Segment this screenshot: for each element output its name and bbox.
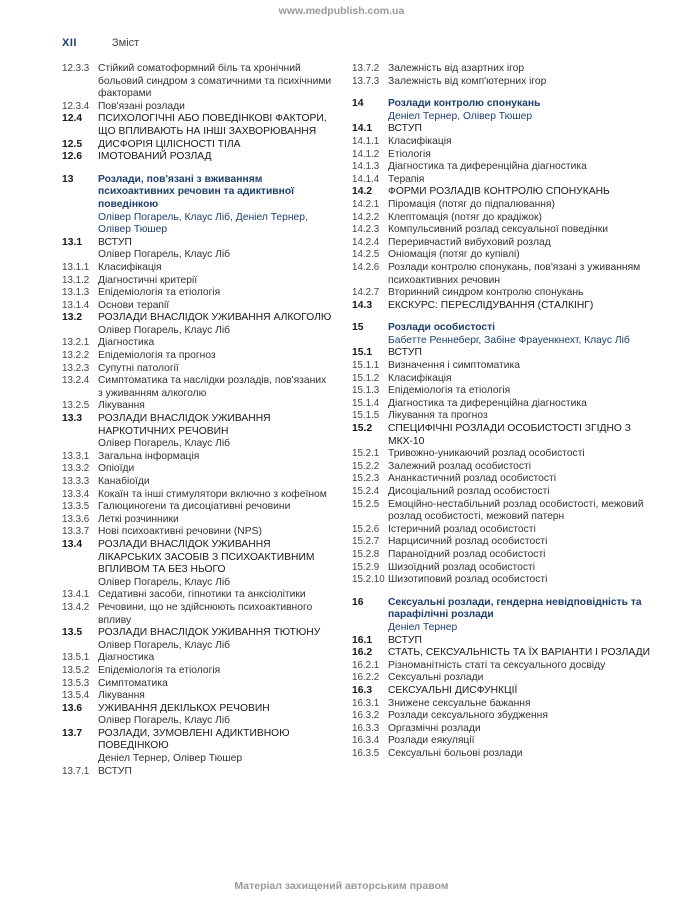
toc-entry-main [62,703,332,716]
toc-entry-title: ДИСФОРІЯ ЦІЛІСНОСТІ ТІЛА [98,138,241,150]
toc-entry-number: 14.2.5 [352,249,380,261]
toc-entry-title: Седативні засоби, гіпнотики та анксіолітики [98,589,306,601]
toc-entry-title: Сексуальні розлади [388,672,484,684]
toc-entry-title: Розлади еякуляції [388,735,475,747]
toc-entry-sub [62,363,332,376]
toc-entry-title: Пов'язані розлади [98,100,185,112]
toc-entry-sub [352,461,652,474]
toc-entry-number: 12.3.4 [62,100,90,112]
toc-entry-title: Класифікація [388,135,452,147]
toc-entry-sub [62,665,332,678]
toc-entry-number: 13.7.1 [62,765,90,777]
toc-entry-number: 13.1.4 [62,299,90,311]
toc-entry-chap [352,322,652,335]
toc-entry-number: 13.4 [62,538,83,550]
toc-entry-number: 13.3.5 [62,501,90,513]
toc-entry-sub [62,489,332,502]
toc-entry-title: Кокаїн та інші стимулятори включно з кофеїном [98,488,327,500]
toc-entry-title: Нарцисичний розлад особистості [388,536,548,548]
toc-entry-number: 14.2.3 [352,224,380,236]
toc-entry-sub [352,199,652,212]
toc-entry-title: Лікування [98,400,145,412]
toc-entry-title: Речовини, що не здійснюють психоактивного впливу [98,601,313,626]
toc-entry-sub [62,63,332,101]
toc-entry-sub [352,149,652,162]
toc-entry-number: 13.2 [62,312,83,324]
toc-entry-title: Діагностика та диференційна діагностика [388,161,587,173]
toc-entry-number: 13.2.4 [62,375,90,387]
toc-entry-sub [352,398,652,411]
toc-entry-title: Олівер Погарель, Клаус Ліб [98,249,231,261]
toc-entry-number: 13.3.7 [62,526,90,538]
toc-entry-sub [352,549,652,562]
toc-entry-number: 13.1.1 [62,261,90,273]
page-number: XII [62,37,77,49]
toc-entry-sub [62,400,332,413]
toc-entry-number: 16.3.3 [352,722,380,734]
toc-entry-number: 14.2.4 [352,236,380,248]
toc-entry-sub [62,262,332,275]
toc-entry-sub [62,275,332,288]
toc-entry-title: Опіоїди [98,463,135,475]
toc-entry-sub [352,385,652,398]
toc-entry-title: Шизоїдний розлад особистості [388,561,535,573]
toc-entry-title: ЕКСКУРС: ПЕРЕСЛІДУВАННЯ (СТАЛКІНГ) [388,299,594,311]
toc-entry-number: 13.1 [62,236,83,248]
toc-entry-title: Олівер Погарель, Клаус Ліб [98,576,231,588]
toc-entry-title: Параноїдний розлад особистості [388,548,546,560]
toc-left-column [62,63,332,778]
toc-entry-sub [62,690,332,703]
toc-entry-number: 14.2.2 [352,211,380,223]
toc-entry-title: ФОРМИ РОЗЛАДІВ КОНТРОЛЮ СПОНУКАНЬ [388,186,610,198]
toc-entry-title: Діагностичні критерії [98,274,198,286]
toc-entry-main [62,627,332,640]
toc-entry-number: 16.2 [352,647,373,659]
toc-entry-sub [352,574,652,587]
toc-entry-sub [352,660,652,673]
toc-entry-number: 14.2 [352,186,373,198]
toc-entry-title: Епідеміологія та етіологія [388,385,511,397]
toc-entry-number: 13.5.1 [62,652,90,664]
toc-entry-sub [352,735,652,748]
page-title: Зміст [112,37,140,49]
toc-entry-sub [62,602,332,627]
toc-entry-number: 16.3 [352,684,373,696]
toc-entry-title: Сексуальні больові розлади [388,747,523,759]
toc-entry-main [352,300,652,313]
toc-entry-sub [62,300,332,313]
toc-entry-title: Розлади сексуального збудження [388,710,548,722]
toc-entry-title: ВСТУП [388,634,422,646]
toc-entry-sub [352,212,652,225]
toc-entry-number: 12.5 [62,138,83,150]
toc-entry-auth2 [62,577,332,590]
toc-entry-title: Епідеміологія та етіологія [98,664,221,676]
toc-entry-number: 16.3.2 [352,710,380,722]
toc-entry-title: Піромація (потяг до підпалювання) [388,198,555,210]
toc-entry-number: 13.3.6 [62,513,90,525]
toc-entry-main [352,123,652,136]
toc-entry-main [62,237,332,250]
toc-entry-main [62,539,332,577]
toc-entry-chap [352,597,652,622]
toc-entry-number: 14.1 [352,123,373,135]
toc-entry-auth2 [62,438,332,451]
toc-entry-title: Діагностика [98,652,155,664]
toc-entry-number: 14 [352,98,364,110]
toc-entry-title: Розлади, пов'язані з вживанням психоактивних речовин та адиктивної поведінкою [98,173,295,210]
toc-entry-title: Різноманітність статі та сексуального досвіду [388,659,606,671]
toc-entry-number: 14.2.1 [352,198,380,210]
toc-entry-sub [62,287,332,300]
toc-entry-main [62,139,332,152]
toc-entry-title: Олівер Погарель, Клаус Ліб, Деніел Тернер, Олівер Тюшер [98,211,308,236]
toc-entry-number: 14.1.1 [352,135,380,147]
toc-entry-sub [62,678,332,691]
toc-entry-number: 13.3.4 [62,488,90,500]
toc-entry-sub [62,350,332,363]
toc-entry-number: 13.3 [62,413,83,425]
toc-entry-number: 15.1.2 [352,372,380,384]
toc-entry-title: Розлади контролю спонукань [388,98,541,110]
toc-entry-title: Терапія [388,173,425,185]
toc-entry-number: 15.2.9 [352,561,380,573]
toc-entry-number: 13.1.2 [62,274,90,286]
toc-entry-number: 15.2.6 [352,523,380,535]
toc-entry-number: 16.3.4 [352,735,380,747]
toc-entry-auth [62,212,332,237]
toc-entry-sub [352,562,652,575]
toc-entry-auth [352,622,652,635]
toc-entry-sub [352,287,652,300]
toc-entry-title: Симптоматика [98,677,168,689]
toc-entry-title: Леткі розчинники [98,513,179,525]
toc-entry-number: 12.4 [62,113,83,125]
toc-entry-title: ІМОТОВАНИЙ РОЗЛАД [98,151,212,163]
toc-entry-title: ВСТУП [98,765,132,777]
watermark-bottom: Матеріал захищений авторським правом [234,880,449,892]
toc-entry-main [62,413,332,438]
toc-entry-title: РОЗЛАДИ ВНАСЛІДОК УЖИВАННЯ ЛІКАРСЬКИХ ЗАСОБІВ З ПСИХОАКТИВНИМ ВПЛИВОМ ТА БЕЗ НЬОГО [98,538,315,576]
toc-entry-number: 13.2.1 [62,337,90,349]
toc-entry-title: РОЗЛАДИ ВНАСЛІДОК УЖИВАННЯ АЛКОГОЛЮ [98,312,332,324]
toc-entry-sub [352,161,652,174]
toc-entry-title: Загальна інформація [98,450,200,462]
toc-entry-number: 12.3.3 [62,63,90,74]
toc-entry-title: Розлади контролю спонукань, пов'язані з уживанням психоактивних речовин [388,261,641,286]
toc-entry-title: Етіологія [388,148,431,160]
toc-entry-number: 13.7 [62,727,83,739]
toc-entry-number: 16 [352,596,364,608]
toc-entry-number: 13.5.4 [62,690,90,702]
toc-entry-title: ВСТУП [98,236,132,248]
toc-entry-number: 13.7.3 [352,75,380,87]
toc-entry-title: Основи терапії [98,299,170,311]
toc-entry-number: 15.1.5 [352,410,380,422]
toc-entry-sub [352,710,652,723]
toc-entry-title: Олівер Погарель, Клаус Ліб [98,715,231,727]
toc-entry-sub [352,486,652,499]
toc-entry-title: Супутні патології [98,362,179,374]
toc-entry-number: 13.4.2 [62,601,90,613]
toc-entry-number: 13.3.1 [62,450,90,462]
toc-entry-number: 13.5 [62,627,83,639]
toc-entry-main [62,312,332,325]
toc-entry-title: Стійкий соматоформний біль та хронічний больовий синдром з соматичними та психічними факторами [98,63,332,100]
toc-entry-number: 13.3.2 [62,463,90,475]
toc-entry-sub [352,136,652,149]
toc-entry-sub [62,337,332,350]
toc-entry-title: Визначення і симптоматика [388,360,520,372]
toc-entry-auth2 [62,325,332,338]
toc-entry-title: Діагностика та диференційна діагностика [388,397,587,409]
toc-entry-sub [352,360,652,373]
toc-entry-main [62,113,332,138]
toc-entry-sub [352,373,652,386]
toc-entry-title: Клептомація (потяг до крадіжок) [388,211,542,223]
toc-entry-auth [352,111,652,124]
toc-entry-title: УЖИВАННЯ ДЕКІЛЬКОХ РЕЧОВИН [98,702,270,714]
toc-entry-title: Розлади особистості [388,322,496,334]
toc-entry-number: 13.1.3 [62,287,90,299]
toc-entry-number: 15.2.10 [352,574,385,586]
toc-entry-title: Класифікація [388,372,452,384]
toc-entry-title: Симптоматика та наслідки розладів, пов'язаних з уживанням алкоголю [98,375,327,399]
toc-entry-number: 14.2.7 [352,287,380,299]
toc-entry-title: Класифікація [98,261,162,273]
toc-entry-number: 13.4.1 [62,589,90,601]
toc-entry-title: Лікування та прогноз [388,410,488,422]
toc-entry-number: 13.3.3 [62,476,90,487]
toc-entry-title: Олівер Погарель, Клаус Ліб [98,324,231,336]
toc-entry-title: РОЗЛАДИ ВНАСЛІДОК УЖИВАННЯ ТЮТЮНУ [98,627,321,639]
toc-entry-sub [352,698,652,711]
toc-entry-number: 13.7.2 [352,63,380,74]
toc-entry-main [352,423,652,448]
toc-entry-title: Переривчастий вибуховий розлад [388,236,551,248]
toc-entry-title: Сексуальні розлади, гендерна невідповідність та парафілічні розлади [388,596,642,621]
toc-entry-sub [352,76,652,89]
toc-entry-sub [62,514,332,527]
toc-entry-chap [62,174,332,212]
toc-entry-title: Деніел Тернер, Олівер Тюшер [98,753,243,765]
toc-entry-number: 13.2.3 [62,362,90,374]
toc-entry-title: Залежний розлад особистості [388,460,532,472]
toc-entry-number: 15.2.3 [352,473,380,485]
toc-entry-title: Оніомація (потяг до купівлі) [388,249,520,261]
toc-entry-sub [62,101,332,114]
toc-entry-title: СПЕЦИФІЧНІ РОЗЛАДИ ОСОБИСТОСТІ ЗГІДНО З МКХ-10 [388,423,631,447]
toc-entry-sub [62,375,332,400]
toc-entry-main [352,186,652,199]
toc-entry-title: Канабіоїди [98,476,150,487]
toc-entry-number: 14.1.4 [352,173,380,185]
toc-entry-title: Лікування [98,690,145,702]
toc-entry-title: Істеричний розлад особистості [388,523,536,535]
toc-entry-number: 15.1.4 [352,397,380,409]
toc-entry-sub [352,249,652,262]
toc-entry-title: Ананкастичний розлад особистості [388,473,556,485]
toc-entry-title: ПСИХОЛОГІЧНІ АБО ПОВЕДІНКОВІ ФАКТОРИ, ЩО ВПЛИВАЮТЬ НА ІНШІ ЗАХВОРЮВАННЯ [98,113,327,137]
toc-entry-main [352,647,652,660]
toc-entry-auth [352,335,652,348]
toc-entry-sub [352,262,652,287]
toc-entry-number: 15.1.3 [352,385,380,397]
toc-entry-auth2 [62,715,332,728]
toc-right-column [352,63,652,760]
toc-entry-title: Деніел Тернер [388,621,458,633]
toc-entry-title: Деніел Тернер, Олівер Тюшер [388,110,533,122]
toc-entry-title: Олівер Погарель, Клаус Ліб [98,438,231,450]
toc-entry-sub [352,723,652,736]
toc-entry-number: 16.3.1 [352,697,380,709]
toc-entry-sub [62,652,332,665]
toc-entry-number: 16.3.5 [352,747,380,759]
toc-entry-main [62,151,332,164]
toc-entry-main [62,728,332,753]
toc-entry-sub [62,589,332,602]
toc-entry-number: 15.2.5 [352,498,380,510]
toc-entry-title: Діагностика [98,337,155,349]
toc-entry-title: Галюциногени та дисоціативні речовини [98,501,291,513]
toc-entry-title: Оргазмічні розлади [388,722,481,734]
toc-entry-number: 15 [352,322,364,334]
toc-entry-title: Епідеміологія та прогноз [98,350,216,362]
toc-entry-number: 13.5.2 [62,664,90,676]
toc-entry-sub [352,473,652,486]
running-header [62,37,139,49]
toc-entry-title: РОЗЛАДИ ВНАСЛІДОК УЖИВАННЯ НАРКОТИЧНИХ РЕЧОВИН [98,413,271,437]
toc-entry-number: 16.2.1 [352,659,380,671]
toc-entry-title: Вторинний синдром контролю спонукань [388,287,584,299]
toc-entry-number: 13.2.2 [62,350,90,362]
toc-entry-sub [352,499,652,524]
toc-entry-sub [62,476,332,489]
toc-entry-number: 13.6 [62,702,83,714]
toc-entry-sub [352,748,652,761]
toc-entry-title: Бабетте Реннеберг, Забіне Фрауенкнехт, Клаус Ліб [388,334,630,346]
toc-entry-sub [352,174,652,187]
toc-entry-title: Залежність від азартних ігор [388,63,525,74]
toc-entry-title: ВСТУП [388,123,422,135]
toc-entry-sub [352,536,652,549]
toc-entry-number: 15.2.4 [352,486,380,497]
toc-entry-title: ВСТУП [388,347,422,359]
toc-entry-sub [62,463,332,476]
toc-entry-title: Тривожно-уникаючий розлад особистості [388,448,585,460]
toc-entry-title: СЕКСУАЛЬНІ ДИСФУНКЦІЇ [388,684,518,696]
toc-entry-title: Емоційно-нестабільний розлад особистості, межовий розлад особистості, межовий патерн [388,498,644,523]
toc-entry-auth2 [62,640,332,653]
toc-entry-title: Знижене сексуальне бажання [388,697,531,709]
toc-entry-title: Нові психоактивні речовини (NPS) [98,526,262,538]
toc-entry-number: 15.2.8 [352,548,380,560]
toc-entry-number: 12.6 [62,151,83,163]
toc-entry-title: РОЗЛАДИ, ЗУМОВЛЕНІ АДИКТИВНОЮ ПОВЕДІНКОЮ [98,727,290,752]
toc-entry-title: Дисоціальний розлад особистості [388,486,550,497]
toc-entry-main [352,635,652,648]
toc-entry-number: 13.2.5 [62,400,90,412]
toc-entry-sub [62,526,332,539]
toc-entry-sub [62,501,332,514]
toc-entry-number: 15.2.7 [352,536,380,548]
toc-entry-title: Компульсивний розлад сексуальної поведінки [388,224,608,236]
toc-entry-number: 16.1 [352,634,373,646]
toc-entry-number: 15.1.1 [352,360,380,372]
toc-entry-number: 13 [62,173,74,185]
toc-entry-number: 14.1.3 [352,161,380,173]
toc-entry-title: Епідеміологія та етіологія [98,287,221,299]
toc-entry-sub [352,224,652,237]
toc-entry-number: 15.2 [352,423,373,435]
toc-entry-number: 15.2.2 [352,460,380,472]
toc-entry-title: Залежність від комп'ютерних ігор [388,75,547,87]
toc-entry-sub [62,766,332,779]
toc-entry-sub [352,448,652,461]
toc-entry-main [352,347,652,360]
toc-entry-sub [352,237,652,250]
toc-entry-sub [352,410,652,423]
toc-entry-title: Шизотиповий розлад особистості [388,574,548,586]
watermark-top: www.medpublish.com.ua [278,5,405,17]
toc-entry-sub [352,524,652,537]
toc-entry-number: 15.2.1 [352,448,380,460]
toc-entry-title: СТАТЬ, СЕКСУАЛЬНІСТЬ ТА ЇХ ВАРІАНТИ І РОЗЛАДИ [388,647,650,659]
toc-entry-number: 15.1 [352,347,373,359]
toc-entry-chap [352,98,652,111]
toc-entry-number: 14.1.2 [352,148,380,160]
toc-entry-auth2 [62,753,332,766]
toc-entry-title: Олівер Погарель, Клаус Ліб [98,639,231,651]
toc-entry-number: 16.2.2 [352,672,380,684]
toc-entry-sub [352,63,652,76]
toc-entry-sub [352,672,652,685]
toc-entry-number: 14.2.6 [352,261,380,273]
toc-entry-number: 13.5.3 [62,677,90,689]
toc-entry-sub [62,451,332,464]
toc-entry-main [352,685,652,698]
toc-entry-number: 14.3 [352,299,373,311]
toc-entry-auth2 [62,249,332,262]
